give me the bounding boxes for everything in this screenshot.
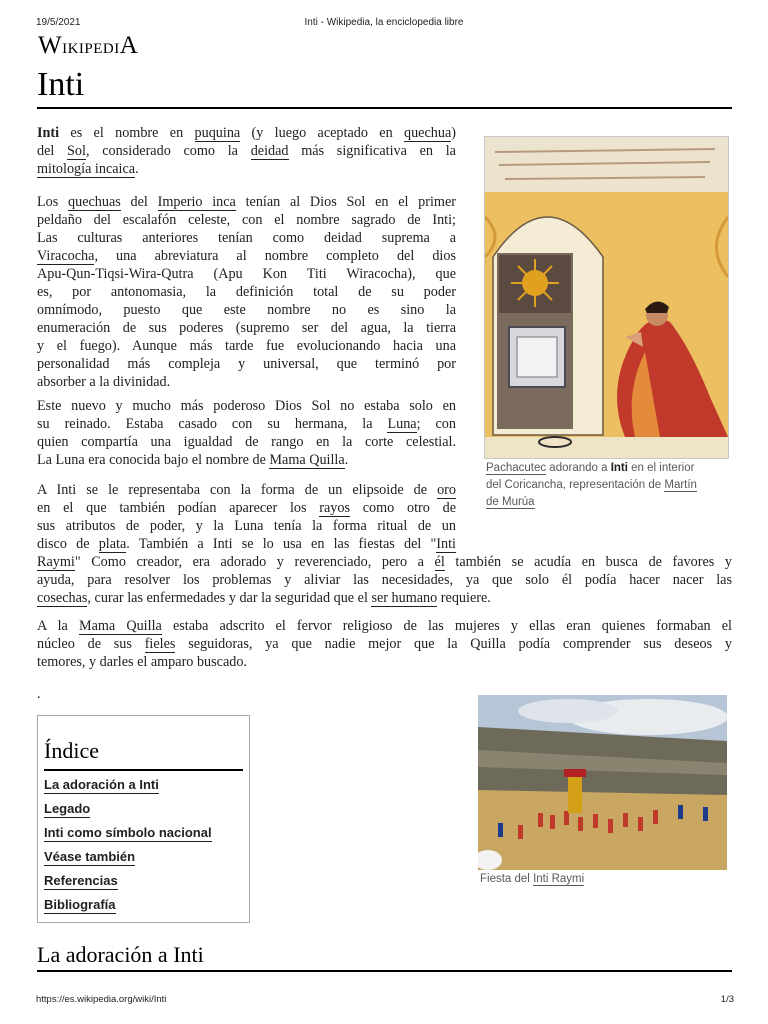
link-fieles[interactable]: fieles: [144, 636, 176, 652]
wikipedia-logo[interactable]: WikipediA: [38, 32, 139, 59]
link-inti-raymi-caption[interactable]: Inti Raymi: [533, 873, 585, 885]
stray-dot: .: [37, 686, 41, 702]
section-heading-adoracion: La adoración a Inti: [37, 942, 204, 967]
toc-item-adoracion[interactable]: La adoración a Inti: [44, 777, 159, 792]
link-oro[interactable]: oro: [437, 482, 456, 498]
toc-item-simbolo-nacional[interactable]: Inti como símbolo nacional: [44, 825, 212, 840]
link-mama-quilla[interactable]: Mama Quilla: [269, 452, 345, 468]
link-pachacutec[interactable]: Pachacutec: [486, 462, 547, 474]
link-mitologia-incaica[interactable]: mitología incaica: [37, 161, 136, 177]
toc-title: Índice: [44, 738, 99, 763]
link-sol[interactable]: Sol: [67, 143, 86, 159]
paragraph-dios-sol: Este nuevo y mucho más poderoso Dios Sol no estaba solo en su reinado. Estaba casado con su hermana, la Luna; con quien compartía una igualdad de rango en la corte celestial. La Luna era conocida bajo el nombre de Mama Quilla.: [37, 398, 456, 468]
link-luna[interactable]: Luna: [387, 416, 417, 432]
link-quechua[interactable]: quechua: [403, 125, 452, 141]
link-inti-raymi-b[interactable]: Raymi: [37, 554, 75, 570]
link-martin[interactable]: Martín: [664, 479, 697, 491]
toc-item-bibliografia[interactable]: Bibliografía: [44, 897, 116, 912]
footer-page-number: 1/3: [720, 994, 734, 1005]
print-date: 19/5/2021: [36, 17, 81, 28]
toc-item-vease-tambien[interactable]: Véase también: [44, 849, 136, 864]
inti-raymi-image[interactable]: [478, 695, 727, 870]
link-de-murua[interactable]: de Murúa: [486, 496, 535, 508]
paragraph-representacion-a: A Inti se le representaba con la forma de un elipsoide de oro en el que también podían aparecer los rayos como otro de sus atributos de poder, y la Luna tenía la forma ritual de un disco de plata. También a Inti se lo usa en las fiestas del "Inti: [37, 482, 457, 552]
paragraph-intro: Inti es el nombre en puquina (y luego aceptado en quechua) del Sol, considerado como la deidad más significativa en la mitología incaica.: [37, 125, 456, 177]
toc-rule: [44, 769, 243, 771]
link-cosechas[interactable]: cosechas: [37, 590, 88, 606]
footer-url: https://es.wikipedia.org/wiki/Inti: [36, 994, 167, 1005]
link-quechuas[interactable]: quechuas: [68, 194, 121, 210]
inti-raymi-caption: Fiesta del Inti Raymi: [480, 873, 585, 885]
link-imperio-inca[interactable]: Imperio inca: [157, 194, 236, 210]
link-plata[interactable]: plata: [98, 536, 127, 552]
paragraph-quechuas: Los quechuas del Imperio inca tenían al Dios Sol en el primer peldaño del escalafón celeste, con el nombre sagrado de Inti; Las culturas anteriores tenían como deidad suprema a Viracocha, una abreviatura al nombre completo del dios Apu-Qun-Tiqsi-Wira-Qutra (Apu Kon Titi Wiracocha), que es, por antonomasia, la definición total de su poder omnímodo, puesto que este nombre no es sino la enumeración de sus poderes (supremo ser del agua, la tierra y el fuego). Aunque más tarde fue evolucionando hacia una personalidad más compleja y universal, que terminó por absorber a la divinidad.: [37, 194, 456, 390]
toc-item-legado[interactable]: Legado: [44, 801, 91, 816]
link-viracocha[interactable]: Viracocha: [37, 248, 95, 264]
link-el[interactable]: él: [434, 554, 445, 570]
paragraph-mama-quilla: A la Mama Quilla estaba adscrito el fervor religioso de las mujeres y ellas eran quienes formaban el núcleo de sus fieles seguidoras, ya que nadie mejor que la Quilla podía comprender sus deseos y temores, y darles el amparo buscado.: [37, 618, 732, 670]
pachacutec-caption: Pachacutec adorando a Inti en el interior del Coricancha, representación de Martín de Murúa: [486, 462, 697, 508]
section-rule: [37, 970, 732, 972]
link-rayos[interactable]: rayos: [319, 500, 350, 516]
page-title: Inti: [37, 66, 85, 103]
toc-item-referencias[interactable]: Referencias: [44, 873, 118, 888]
inti-raymi-photo: [478, 695, 727, 870]
link-deidad[interactable]: deidad: [250, 143, 289, 159]
pachacutec-image[interactable]: [484, 136, 729, 459]
link-mama-quilla-2[interactable]: Mama Quilla: [78, 618, 162, 634]
table-of-contents: [37, 715, 250, 923]
link-ser-humano[interactable]: ser humano: [371, 590, 438, 606]
link-puquina[interactable]: puquina: [194, 125, 241, 141]
pachacutec-drawing: [485, 137, 728, 458]
title-rule: [37, 107, 732, 109]
link-inti-raymi-a[interactable]: Inti: [436, 536, 456, 552]
paragraph-representacion-b: Raymi" Como creador, era adorado y reverenciado, pero a él también se acudía en busca de favores y ayuda, para resolver los problemas y aliviar las necesidades, ya que solo él podía hacer nacer las cosechas, curar las enfermedades y dar la seguridad que el ser humano requiere.: [37, 554, 732, 606]
print-title: Inti - Wikipedia, la enciclopedia libre: [304, 17, 464, 28]
